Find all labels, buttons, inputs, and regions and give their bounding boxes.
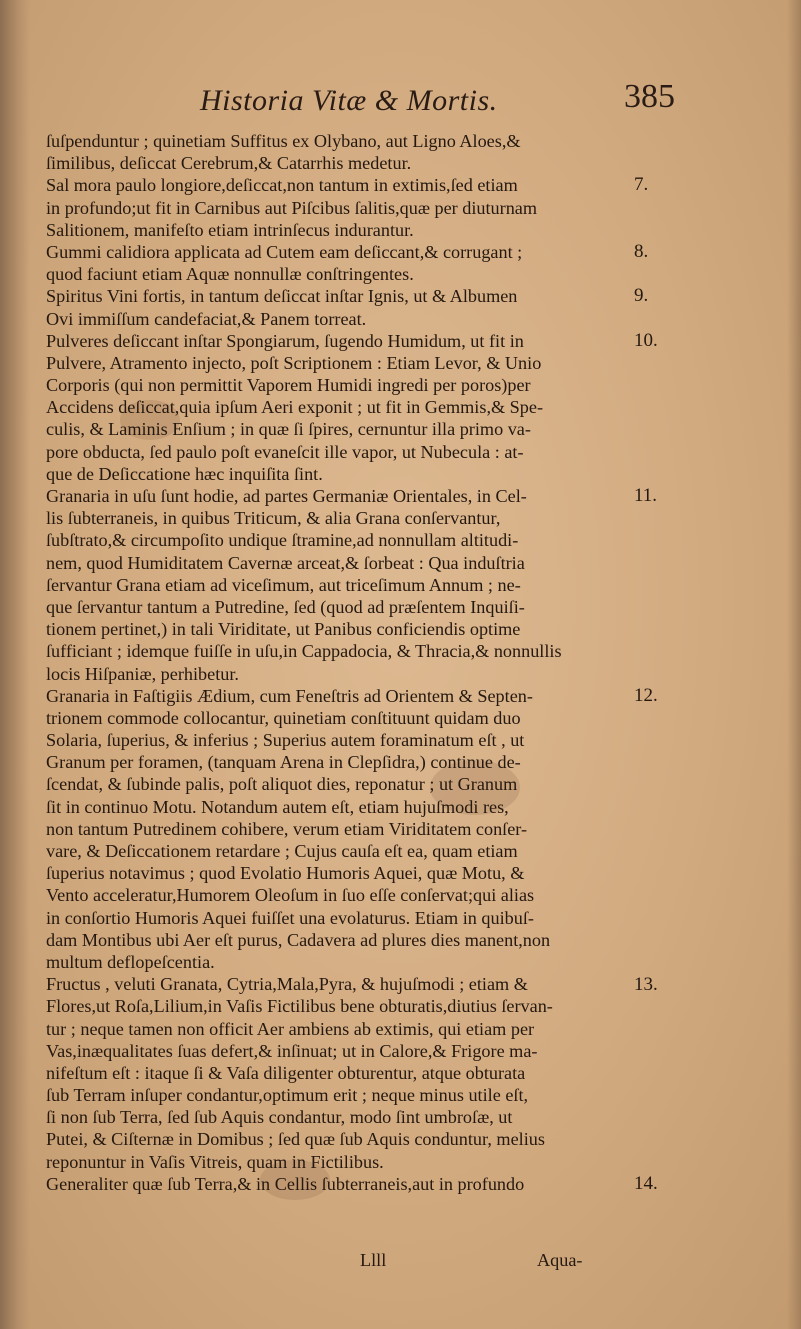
text-line: que ſervantur tantum a Putredine, ſed (quod ad præſentem Inquiſi- [46, 596, 525, 617]
text-line: multum deflореſcentia. [46, 951, 215, 972]
text-line: Granum per foramen, (tanquam Arena in Clepſidra,) continue de- [46, 752, 521, 773]
text-line: Putei, & Ciſternæ in Domibus ; ſed quæ ſub Aquis conduntur, melius [46, 1129, 545, 1150]
text-line: trionem commode collocantur, quinetiam conſtituunt quidam duo [46, 707, 521, 728]
text-line: nem, quod Humiditatem Cavernæ arceat,& ſorbeat : Qua induſtria [46, 552, 525, 573]
text-line: vare, & Deſiccationem retardare ; Cujus cauſa eſt ea, quam etiam [46, 841, 518, 861]
text-line: Salitionem, manifeſto etiam intrinſecus indurantur. [46, 219, 414, 240]
text-line: ſufficiant ; idemque fuiſſe in uſu,in Cappadocia, & Thracia,& nonnullis [46, 641, 562, 662]
text-line: tur ; neque tamen non officit Aer ambiens ab extimis, qui etiam per [46, 1018, 535, 1039]
text-line: lis ſubterraneis, in quibus Triticum, & alia Grana conſervantur, [46, 508, 501, 529]
catchword: Aqua- [537, 1250, 583, 1270]
section-number: 14. [634, 1173, 658, 1195]
text-line: in conſortio Humoris Aquei fuiſſet una evolaturus. Etiam in quibuſ- [46, 907, 534, 928]
text-line: dam Montibus ubi Aer eſt purus, Cadavera ad plures dies manent,non [46, 929, 551, 950]
text-line: Ovi immiſſum candefaciat,& Panem torreat. [46, 308, 367, 329]
text-line: tionem pertinet,) in tali Viriditate, ut Panibus conficiendis optime [46, 619, 521, 640]
text-line: Gummi calidiora applicata ad Cutem eam deſiccant,& corrugant ; [46, 241, 523, 262]
text-line: in profundo;ut fit in Carnibus aut Piſcibus ſalitis,quæ per diuturnam [46, 197, 538, 218]
text-line: ſcendat, & ſubinde palis, poſt aliquot dies, reponatur ; ut Granum [46, 774, 518, 795]
text-line: quod faciunt etiam Aquæ nonnullæ conſtringentes. [46, 264, 414, 285]
text-line: pore obducta, ſed paulo poſt evaneſcit ille vapor, ut Nubecula : at- [46, 441, 524, 462]
text-line: Vas,inæqualitates ſuas defert,& inſinuat; ut in Calore,& Frigore ma- [46, 1040, 538, 1061]
text-line: Corporis (qui non permittit Vaporem Humidi ingredi per poros)per [46, 375, 531, 396]
text-line: Sal mora paulo longiore,deſiccat,non tantum in extimis,ſed etiam [46, 175, 518, 196]
running-title: Historia Vitæ & Mortis. [200, 84, 498, 117]
text-line: Accidens deſiccat,quia ipſum Aeri exponit ; ut fit in Gemmis,& Spe- [46, 397, 544, 418]
text-line: reponuntur in Vaſis Vitreis, quam in Fictilibus. [46, 1151, 384, 1172]
text-line: Spiritus Vini fortis, in tantum deſiccat inſtar Ignis, ut & Albumen [46, 286, 518, 307]
text-line: ſimilibus, deſiccat Cerebrum,& Catarrhis medetur. [46, 153, 412, 174]
text-line: ſuperius notavimus ; quod Evolatio Humoris Aquei, quæ Motu, & [46, 863, 525, 884]
text-line: Vento acceleratur,Humorem Oleoſum in ſuo eſſe conſervat;qui alias [46, 885, 535, 906]
text-line: Fructus , veluti Granata, Cytria,Mala,Pyra, & hujuſmodi ; etiam & [46, 974, 528, 995]
text-line: ſubſtrato,& circumpoſito undique ſtramine,ad nonnullam altitudi- [46, 530, 519, 551]
page-edge-shadow [787, 0, 801, 1329]
page-header [200, 78, 675, 124]
section-number: 7. [634, 174, 649, 196]
text-line: ſervantur Grana etiam ad viceſimum, aut triceſimum Annum ; ne- [46, 574, 521, 595]
text-line: ſit in continuo Motu. Notandum autem eſt, etiam hujuſmodi res, [46, 796, 509, 817]
text-line: ſub Terram inſuper condantur,optimum erit ; neque minus utile eſt, [46, 1085, 529, 1106]
section-number: 10. [634, 329, 658, 351]
text-line: Pulvere, Atramento injecto, poſt Scriptionem : Etiam Levor, & Unio [46, 352, 542, 373]
text-line: Flores,ut Roſa,Lilium,in Vaſis Fictilibus bene obturatis,diutius ſervan- [46, 996, 553, 1017]
text-line: Solaria, ſuperius, & inferius ; Superius autem foraminatum eſt , ut [46, 730, 525, 751]
text-line: ſuſpenduntur ; quinetiam Suffitus ex Olybano, aut Ligno Aloes,& [46, 131, 521, 151]
text-line: Granaria in Faſtigiis Ædium, cum Feneſtris ad Orientem & Septen- [46, 685, 533, 706]
text-line: non tantum Putredinem cohibere, verum etiam Viriditatem conſer- [46, 818, 528, 839]
section-number: 11. [634, 485, 658, 507]
section-number: 8. [634, 241, 649, 262]
section-number: 13. [634, 973, 658, 995]
section-number: 12. [634, 685, 658, 706]
signature-mark: Llll [360, 1250, 387, 1270]
text-line: que de Deſiccatione hæc inquiſita ſint. [46, 463, 323, 484]
page-footer [60, 1250, 620, 1280]
section-number: 9. [634, 285, 649, 307]
page-number: 385 [624, 78, 675, 115]
page-binding-shadow [0, 0, 30, 1329]
text-line: ſi non ſub Terra, ſed ſub Aquis condantur, modo ſint umbroſæ, ut [46, 1107, 513, 1128]
body-text [46, 130, 621, 1195]
text-line: locis Hiſpaniæ, perhibetur. [46, 663, 239, 684]
text-line: Granaria in uſu ſunt hodie, ad partes Germaniæ Orientales, in Cel- [46, 486, 527, 506]
text-line: nifeſtum eſt : itaque ſi & Vaſa diligenter obturentur, atque obturata [46, 1062, 526, 1083]
text-line: Generaliter quæ ſub Terra,& in Cellis ſubterraneis,aut in profundo [46, 1173, 525, 1194]
text-line: Pulveres deſiccant inſtar Spongiarum, ſugendo Humidum, ut fit in [46, 330, 524, 351]
text-line: culis, & Laminis Enſium ; in quæ ſi ſpires, cernuntur illa primo va- [46, 419, 531, 440]
